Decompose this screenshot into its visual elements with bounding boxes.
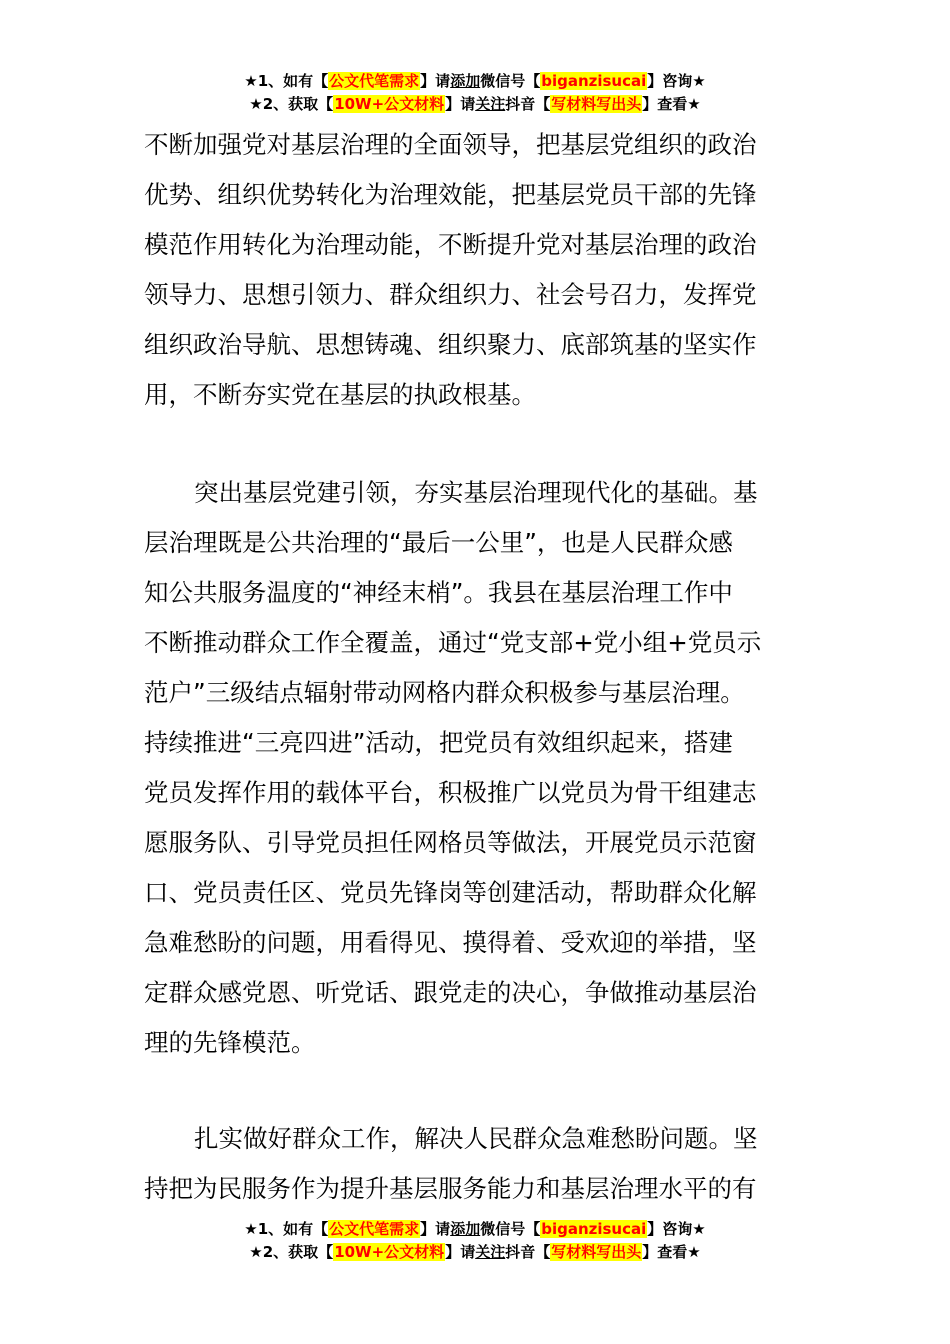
- text-line: 领导力、思想引领力、群众组织力、社会号召力，发挥党: [144, 280, 757, 309]
- banner-text: 微信号【: [480, 72, 541, 90]
- banner-emphasis: 添加: [450, 1220, 481, 1238]
- banner-text: 】请: [420, 72, 451, 90]
- banner-text: 】请: [445, 1243, 476, 1261]
- banner-text: 】咨询★: [647, 72, 706, 90]
- paragraph-2: [144, 468, 808, 1068]
- banner-highlight: biganzisucai: [541, 1220, 647, 1238]
- banner-text: 微信号【: [480, 1220, 541, 1238]
- bottom-banner: [0, 1218, 950, 1264]
- top-banner: [0, 70, 950, 116]
- text-line: 急难愁盼的问题，用看得见、摸得着、受欢迎的举措，坚: [144, 928, 757, 957]
- text-line: 用，不断夯实党在基层的执政根基。: [144, 380, 536, 409]
- text-line: 定群众感党恩、听党话、跟党走的决心，争做推动基层治: [144, 978, 757, 1007]
- banner-highlight: 10W+公文材料: [334, 95, 445, 113]
- text-line: 党员发挥作用的载体平台，积极推广以党员为骨干组建志: [144, 778, 757, 807]
- text-line: 口、党员责任区、党员先锋岗等创建活动，帮助群众化解: [144, 878, 757, 907]
- banner-text: 抖音【: [505, 1243, 551, 1261]
- text-line: 不断加强党对基层治理的全面领导，把基层党组织的政治: [144, 130, 757, 159]
- text-line: 组织政治导航、思想铸魂、组织聚力、底部筑基的坚实作: [144, 330, 757, 359]
- text-line: 扎实做好群众工作，解决人民群众急难愁盼问题。坚: [194, 1124, 758, 1153]
- banner-emphasis: 关注: [475, 95, 506, 113]
- text-line: 愿服务队、引导党员担任网格员等做法，开展党员示范窗: [144, 828, 757, 857]
- banner-emphasis: 添加: [450, 72, 481, 90]
- text-line: 突出基层党建引领，夯实基层治理现代化的基础。基: [194, 478, 758, 507]
- banner-highlight: biganzisucai: [541, 72, 647, 90]
- banner-highlight: 10W+公文材料: [334, 1243, 445, 1261]
- banner-text: 】请: [445, 95, 476, 113]
- banner-text: 】咨询★: [647, 1220, 706, 1238]
- text-line: 层治理既是公共治理的“最后一公里”，也是人民群众感: [144, 528, 733, 557]
- banner-text: 】请: [420, 1220, 451, 1238]
- banner-highlight: 公文代笔需求: [329, 72, 420, 90]
- banner-text: ★2、获取【: [249, 95, 334, 113]
- banner-highlight: 公文代笔需求: [329, 1220, 420, 1238]
- text-line: 优势、组织优势转化为治理效能，把基层党员干部的先锋: [144, 180, 757, 209]
- banner-highlight: 写材料写出头: [551, 1243, 642, 1261]
- banner-line-1: [0, 70, 950, 93]
- banner-line-2: [0, 93, 950, 116]
- banner-emphasis: 关注: [475, 1243, 506, 1261]
- text-line: 不断推动群众工作全覆盖，通过“党支部+党小组+党员示: [144, 628, 762, 657]
- banner-text: 抖音【: [505, 95, 551, 113]
- banner-text: 】查看★: [642, 1243, 701, 1261]
- text-line: 理的先锋模范。: [144, 1028, 316, 1057]
- banner-text: ★2、获取【: [249, 1243, 334, 1261]
- banner-text: ★1、如有【: [244, 72, 329, 90]
- banner-line-1: [0, 1218, 950, 1241]
- text-line: 持续推进“三亮四进”活动，把党员有效组织起来，搭建: [144, 728, 733, 757]
- banner-text: 】查看★: [642, 95, 701, 113]
- text-line: 模范作用转化为治理动能，不断提升党对基层治理的政治: [144, 230, 757, 259]
- paragraph-1: [144, 120, 808, 420]
- text-line: 知公共服务温度的“神经末梢”。我县在基层治理工作中: [144, 578, 733, 607]
- banner-highlight: 写材料写出头: [551, 95, 642, 113]
- text-line: 持把为民服务作为提升基层服务能力和基层治理水平的有: [144, 1174, 757, 1203]
- text-line: 范户”三级结点辐射带动网格内群众积极参与基层治理。: [144, 678, 745, 707]
- banner-line-2: [0, 1241, 950, 1264]
- paragraph-3: [144, 1114, 808, 1214]
- banner-text: ★1、如有【: [244, 1220, 329, 1238]
